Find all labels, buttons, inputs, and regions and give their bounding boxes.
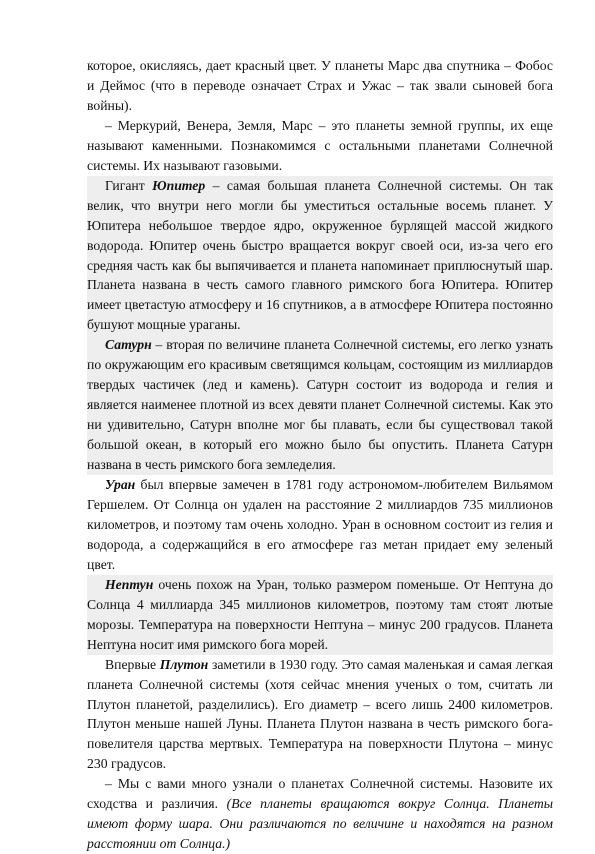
planet-name-pluto: Плутон bbox=[159, 656, 209, 672]
expected-answer: (Все планеты вращаются вокруг Солнца. Планеты имеют форму шара. Они различаются по величине и находятся на разном расстоянии от Солнца.) bbox=[87, 796, 553, 852]
text-segment: которое, окисляясь, дает красный цвет. У планеты Марс два спутника – Фобос и Деймос (что в переводе означает Страх и Ужас – так звали сыновей бога войны). bbox=[87, 58, 553, 113]
text-segment: заметили в 1930 году. Это самая маленькая и самая легкая планета Солнечной системы (хотя сейчас мнения ученых о том, считать ли Плутон планетой, разделились). Его диаметр – всего лишь 2400 километров. Плутон меньше нашей Луны. Планета Плутон названа в честь римского бога-повелителя царства мертвых. Температура на поверхности Плутона – минус 230 градусов. bbox=[87, 656, 553, 772]
paragraph-terrestrial-planets bbox=[87, 116, 553, 176]
text-segment: – самая большая планета Солнечной системы. Он так велик, что внутри него могли бы уместиться остальные восемь планет. У Юпитера небольшое твердое ядро, окруженное бурлящей массой жидкого водорода. Юпитер очень быстро вращается вокруг своей оси, из-за чего его средняя часть как бы выпячивается и планета напоминает приплюснутый шар. Планета названа в честь самого главного римского бога Юпитера. Юпитер имеет цветастую атмосферу и 16 спутников, а в атмосфере Юпитера постоянно бушуют мощные ураганы. bbox=[87, 177, 553, 333]
planet-name-uranus: Уран bbox=[105, 477, 136, 493]
planet-name-saturn: Сатурн bbox=[105, 337, 152, 353]
paragraph-jupiter bbox=[87, 176, 553, 336]
text-segment: очень похож на Уран, только размером поменьше. От Нептуна до Солнца 4 миллиарда 345 миллионов километров, поэтому там стоят лютые морозы. Температура на поверхности Нептуна – минус 200 градусов. Планета Нептуна носит имя римского бога морей. bbox=[87, 576, 553, 652]
text-segment: – Мы с вами много узнали о планетах Солнечной системы. Назовите их сходства и различия. bbox=[87, 776, 553, 812]
text-segment: был впервые замечен в 1781 году астрономом-любителем Вильямом Гершелем. От Солнца он удален на расстояние 2 миллиардов 735 миллионов километров, и поэтому там очень холодно. Уран в основном состоит из гелия и водорода, а содержащийся в его атмосфере газ метан придает ему зеленый цвет. bbox=[87, 477, 553, 572]
text-segment: Впервые bbox=[105, 656, 160, 672]
planet-name-neptune: Нептун bbox=[105, 576, 154, 592]
paragraph-summary-question bbox=[87, 774, 553, 854]
paragraph-mars-moons bbox=[87, 56, 553, 116]
planet-name-jupiter: Юпитер bbox=[152, 177, 206, 193]
paragraph-pluto bbox=[87, 655, 553, 775]
text-segment: – Меркурий, Венера, Земля, Марс – это планеты земной группы, их еще называют каменными. Познакомимся с остальными планетами Солнечной системы. Их называют газовыми. bbox=[87, 117, 553, 173]
text-segment: – вторая по величине планета Солнечной системы, его легко узнать по окружающим его красивым светящимся кольцам, состоящим из миллиардов твердых частичек (лед и камень). Сатурн состоит из водорода и гелия и является наименее плотной из всех девяти планет Солнечной системы. Как это ни удивительно, Сатурн вполне мог бы плавать, если бы существовал такой большой океан, в который его можно было бы опустить. Планета Сатурн названа в честь римского бога земледелия. bbox=[87, 337, 553, 473]
text-segment: Гигант bbox=[105, 177, 153, 193]
paragraph-uranus bbox=[87, 475, 553, 575]
paragraph-saturn bbox=[87, 335, 553, 475]
paragraph-neptune bbox=[87, 575, 553, 655]
document-page bbox=[87, 56, 553, 854]
